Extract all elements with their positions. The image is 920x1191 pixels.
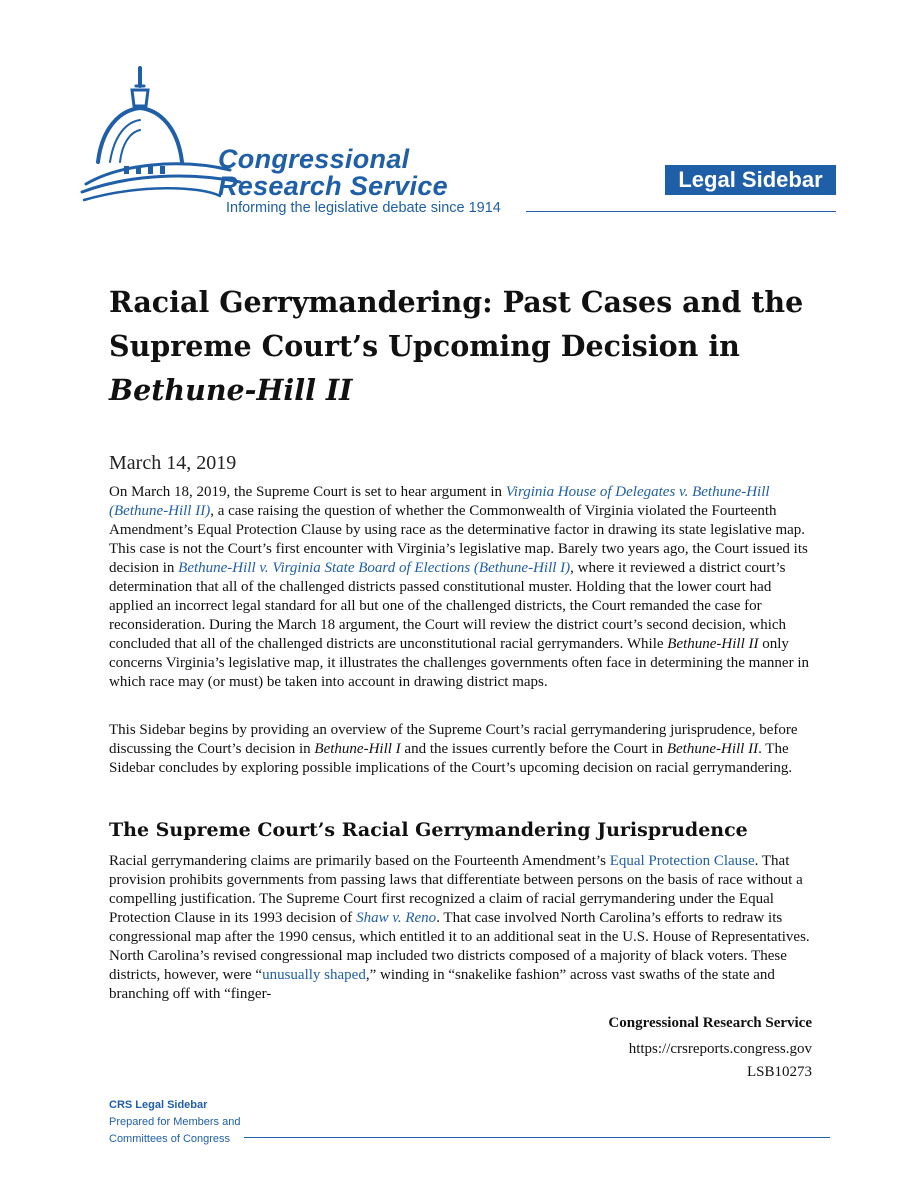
page-title	[109, 280, 829, 412]
footer-rule	[244, 1137, 830, 1138]
title-line2: Supreme Court’s Upcoming Decision in	[109, 329, 740, 363]
intro-paragraph	[109, 483, 815, 692]
footer-url[interactable]: https://crsreports.congress.gov	[628, 1041, 812, 1057]
org-line2: Research Service	[218, 171, 448, 201]
p2-text-3: . The Sidebar concludes by exploring possible implications of the Court’s upcoming decision on racial gerrymandering.	[109, 741, 793, 776]
footer-left-line3: Committees of Congress	[109, 1133, 231, 1145]
p2-text-2: and the issues currently before the Court in	[400, 741, 667, 757]
s1-text-1: Racial gerrymandering claims are primarily based on the Fourteenth Amendment’s	[109, 853, 610, 869]
s1-text-3: . That case involved North Carolina’s efforts to redraw its congressional map after the 1990 census, which entitled it to an additional seat in the U.S. House of Representatives. North Carolina’s revised congressional map included two districts composed of a majority of black voters. These districts, however, were “	[109, 910, 810, 983]
publication-date: March 14, 2019	[109, 452, 237, 474]
p1-text-1: On March 18, 2019, the Supreme Court is set to hear argument in	[109, 484, 506, 500]
legal-sidebar-badge: Legal Sidebar	[665, 165, 836, 195]
footer-sidebar-label	[109, 1097, 240, 1148]
footer-left-line2: Prepared for Members and	[109, 1116, 241, 1128]
section-paragraph	[109, 852, 815, 1004]
p2-text-1: This Sidebar begins by providing an overview of the Supreme Court’s racial gerrymandering jurisprudence, before discussing the Court’s decision in	[109, 722, 798, 757]
p2-case-name-1: Bethune-Hill I	[314, 741, 401, 757]
p1-text-4: only concerns Virginia’s legislative map, it illustrates the challenges governments often face in determining the manner in which race may (or must) be taken into account in drawing district maps.	[109, 636, 810, 690]
overview-paragraph	[109, 721, 815, 778]
crs-wordmark	[218, 146, 448, 200]
tagline: Informing the legislative debate since 1914	[226, 200, 501, 216]
equal-protection-link[interactable]: Equal Protection Clause	[609, 853, 755, 869]
unusually-shaped-link[interactable]: unusually shaped	[262, 967, 366, 983]
bethune-hill-ii-link[interactable]: Virginia House of Delegates v. Bethune-Hill (Bethune-Hill II)	[109, 484, 770, 519]
p1-text-3: , where it reviewed a district court’s determination that all of the challenged districts passed constitutional muster. Holding that the lower court had applied an incorrect legal standard for all but one of the challenged districts, the Court remanded the case for reconsideration. During the March 18 argument, the Court will review the district court’s second decision, which concluded that all of the challenged districts are unconstitutional racial gerrymanders. While	[109, 560, 787, 652]
bethune-hill-i-link[interactable]: Bethune-Hill v. Virginia State Board of Elections (Bethune-Hill I)	[178, 560, 571, 576]
tagline-rule	[526, 211, 836, 212]
footer-report-id: LSB10273	[746, 1064, 812, 1080]
title-line1: Racial Gerrymandering: Past Cases and the	[109, 285, 804, 319]
crs-logo	[80, 66, 540, 226]
s1-text-2: . That provision prohibits governments from passing laws that differentiate between persons on the basis of race without a compelling justification. The Supreme Court first recognized a claim of racial gerrymandering under the Equal Protection Clause in its 1993 decision of	[109, 853, 803, 926]
p2-case-name-2: Bethune-Hill II	[666, 741, 759, 757]
p1-text-2: , a case raising the question of whether the Commonwealth of Virginia violated the Fourteenth Amendment’s Equal Protection Clause by using race as the determinative factor in drawing its state legislative map. This case is not the Court’s first encounter with Virginia’s legislative map. Barely two years ago, the Court issued its decision in	[109, 503, 808, 576]
footer-org: Congressional Research Service	[608, 1015, 812, 1031]
shaw-v-reno-link[interactable]: Shaw v. Reno	[356, 910, 437, 926]
footer-left-line1: CRS Legal Sidebar	[109, 1099, 208, 1111]
p1-case-name: Bethune-Hill II	[667, 636, 759, 652]
org-line1: Congressional	[218, 144, 410, 174]
title-line3: Bethune-Hill II	[109, 373, 353, 407]
s1-text-4: ,” winding in “snakelike fashion” across vast swaths of the state and branching off with “finger-	[109, 967, 775, 1002]
section-heading: The Supreme Court’s Racial Gerrymandering Jurisprudence	[109, 819, 748, 841]
